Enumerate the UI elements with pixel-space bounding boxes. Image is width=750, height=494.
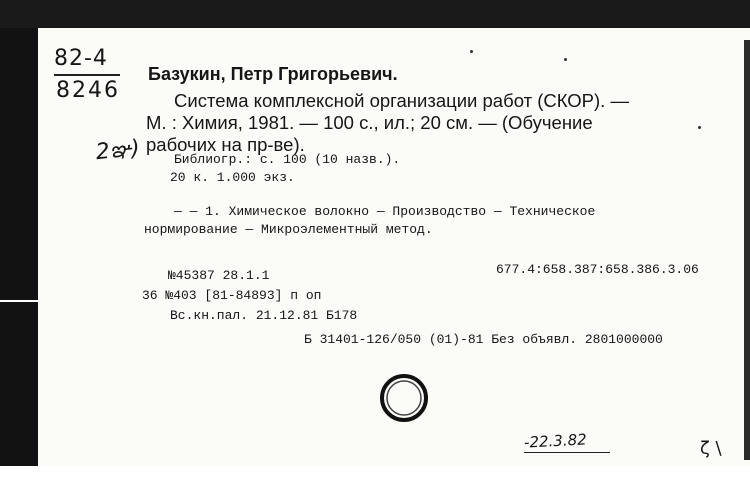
catalog-card [38,28,750,466]
price-run-note: 20 к. 1.000 экз. [170,170,295,185]
scan-left-edge [0,0,38,494]
bbk-line: Б 31401-126/050 (01)-81 Без объявл. 2801000000 [304,332,663,347]
title-line-2: М. : Химия, 1981. — 100 с., ил.; 20 см. — (Обучение [146,112,593,133]
record-number: №45387 28.1.1 [168,268,270,283]
scan-speck [564,58,567,61]
corner-mark: ζ \ [700,438,722,459]
scan-bottom-edge [0,466,750,494]
scan-left-inner-line [0,300,38,302]
subjects-line-2: нормирование — Микроэлементный метод. [144,222,433,237]
title-line-1: Система комплексной организации работ (СКОР). — [174,90,629,111]
author-heading: Базукин, Петр Григорьевич. [148,64,398,84]
bibliography-note: Библиогр.: с. 100 (10 назв.). [174,152,401,167]
udc-code: 677.4:658.387:658.386.3.06 [496,262,699,277]
handwritten-underline [54,74,120,76]
library-line: Вс.кн.пал. 21.12.81 Б178 [170,308,358,323]
punch-hole-icon [374,368,434,428]
handwritten-margin-mark: 2ఞ) [94,135,142,166]
scan-speck [698,126,701,129]
title-line-3: рабочих на пр-ве). [146,134,305,155]
scan-speck [470,50,473,53]
handwritten-code-bottom: 8246 [56,78,120,103]
handwritten-date: -22.3.82 [523,430,588,452]
subjects-line-1: — — 1. Химическое волокно — Производство — Техническое [174,204,596,219]
order-line: 36 №403 [81-84893] п оп [142,288,322,303]
scan-right-edge [744,40,750,460]
scan-top-edge [0,0,750,28]
date-underline [524,452,610,453]
handwritten-code-top: 82-4 [54,46,108,71]
